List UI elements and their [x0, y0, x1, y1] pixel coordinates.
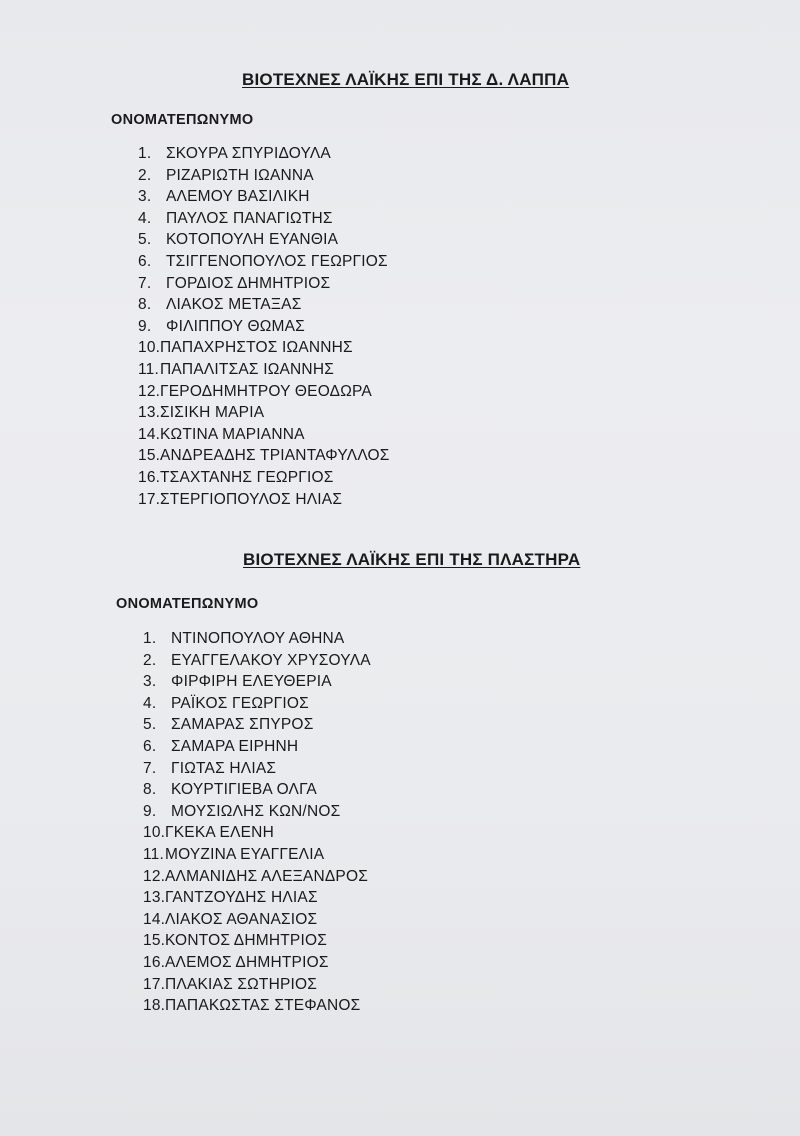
item-name: ΑΛΕΜΟΥ ΒΑΣΙΛΙΚΗ	[166, 188, 310, 206]
item-name: ΕΥΑΓΓΕΛΑΚΟΥ ΧΡΥΣΟΥΛΑ	[171, 651, 371, 669]
list-item	[143, 974, 371, 996]
list-item	[138, 445, 390, 467]
list-item	[138, 251, 390, 273]
list-item	[143, 671, 371, 693]
list-item	[143, 714, 371, 736]
list-item	[138, 489, 390, 511]
list-item	[143, 995, 371, 1017]
item-name: ΛΙΑΚΟΣ ΑΘΑΝΑΣΙΟΣ	[165, 910, 318, 928]
item-name: ΓΟΡΔΙΟΣ ΔΗΜΗΤΡΙΟΣ	[166, 274, 331, 292]
item-number: 9.	[143, 802, 157, 820]
list-item	[138, 273, 390, 295]
list-item	[138, 186, 390, 208]
item-name: ΑΛΜΑΝΙΔΗΣ ΑΛΕΞΑΝΔΡΟΣ	[165, 867, 368, 885]
section-2-name-list	[143, 628, 371, 1017]
item-name: ΜΟΥΖΙΝΑ ΕΥΑΓΓΕΛΙΑ	[165, 845, 325, 863]
item-name: ΜΟΥΣΙΩΛΗΣ ΚΩΝ/ΝΟΣ	[171, 802, 341, 820]
item-number: 14.	[143, 910, 166, 928]
list-item	[138, 229, 390, 251]
item-number: 6.	[138, 252, 152, 270]
list-item	[143, 801, 371, 823]
item-name: ΓΕΡΟΔΗΜΗΤΡΟΥ ΘΕΟΔΩΡΑ	[160, 382, 372, 400]
item-number: 11.	[143, 845, 164, 863]
item-number: 1.	[138, 145, 152, 162]
list-item	[138, 402, 390, 424]
section-2-title: ΒΙΟΤΕΧΝΕΣ ΛΑΪΚΗΣ ΕΠΙ ΤΗΣ ΠΛΑΣΤΗΡΑ	[243, 550, 581, 569]
item-number: 8.	[143, 781, 157, 799]
item-number: 7.	[138, 274, 152, 292]
item-number: 6.	[143, 737, 157, 755]
list-item	[143, 650, 371, 672]
item-number: 12.	[143, 867, 166, 885]
item-name: ΣΙΣΙΚΗ ΜΑΡΙΑ	[160, 404, 265, 422]
section-1-name-list	[138, 143, 390, 510]
item-name: ΠΑΠΑΚΩΣΤΑΣ ΣΤΕΦΑΝΟΣ	[165, 997, 361, 1015]
list-item	[138, 165, 390, 187]
section-1-title: ΒΙΟΤΕΧΝΕΣ ΛΑΪΚΗΣ ΕΠΙ ΤΗΣ Δ. ΛΑΠΠΑ	[242, 70, 570, 89]
list-item	[138, 337, 390, 359]
list-item	[143, 952, 371, 974]
item-number: 10.	[143, 824, 166, 842]
section-1-column-heading: ΟΝΟΜΑΤΕΠΩΝΥΜΟ	[111, 112, 254, 128]
item-name: ΚΟΤΟΠΟΥΛΗ ΕΥΑΝΘΙΑ	[166, 231, 339, 249]
item-number: 13.	[143, 889, 166, 907]
list-item	[143, 779, 371, 801]
item-name: ΠΑΠΑΛΙΤΣΑΣ ΙΩΑΝΝΗΣ	[160, 360, 334, 378]
list-item	[143, 844, 371, 866]
list-item	[143, 693, 371, 715]
item-number: 17.	[138, 490, 161, 508]
item-name: ΡΑΪΚΟΣ ΓΕΩΡΓΙΟΣ	[171, 694, 309, 712]
item-name: ΤΣΙΓΓΕΝΟΠΟΥΛΟΣ ΓΕΩΡΓΙΟΣ	[166, 252, 388, 270]
item-number: 17.	[143, 975, 166, 993]
item-name: ΑΛΕΜΟΣ ΔΗΜΗΤΡΙΟΣ	[165, 953, 329, 971]
item-number: 5.	[143, 716, 157, 734]
item-name: ΚΟΥΡΤΙΓΙΕΒΑ ΟΛΓΑ	[171, 781, 317, 799]
list-item	[143, 887, 371, 909]
item-name: ΠΛΑΚΙΑΣ ΣΩΤΗΡΙΟΣ	[165, 975, 318, 993]
section-2-column-heading: ΟΝΟΜΑΤΕΠΩΝΥΜΟ	[116, 596, 259, 612]
item-name: ΡΙΖΑΡΙΩΤΗ ΙΩΑΝΝΑ	[166, 166, 314, 184]
item-name: ΠΑΥΛΟΣ ΠΑΝΑΓΙΩΤΗΣ	[166, 209, 333, 227]
list-item	[138, 424, 390, 446]
item-number: 3.	[138, 188, 152, 206]
item-number: 2.	[143, 651, 157, 669]
item-number: 4.	[143, 694, 157, 712]
item-number: 16.	[143, 953, 166, 971]
item-number: 2.	[138, 166, 152, 184]
item-number: 9.	[138, 317, 152, 335]
list-item	[138, 294, 390, 316]
item-name: ΛΙΑΚΟΣ ΜΕΤΑΞΑΣ	[166, 296, 302, 314]
item-name: ΣΑΜΑΡΑΣ ΣΠΥΡΟΣ	[171, 716, 314, 734]
item-name: ΓΙΩΤΑΣ ΗΛΙΑΣ	[171, 759, 277, 777]
item-name: ΣΑΜΑΡΑ ΕΙΡΗΝΗ	[171, 737, 299, 755]
item-name: ΓΑΝΤΖΟΥΔΗΣ ΗΛΙΑΣ	[165, 889, 318, 907]
item-name: ΠΑΠΑΧΡΗΣΤΟΣ ΙΩΑΝΝΗΣ	[160, 339, 353, 357]
item-name: ΦΙΛΙΠΠΟΥ ΘΩΜΑΣ	[166, 317, 305, 335]
item-number: 16.	[138, 468, 161, 486]
item-number: 15.	[143, 932, 166, 950]
item-number: 7.	[143, 759, 157, 777]
item-name: ΚΩΤΙΝΑ ΜΑΡΙΑΝΝΑ	[160, 425, 305, 443]
list-item	[138, 467, 390, 489]
list-item	[143, 930, 371, 952]
item-number: 3.	[143, 673, 157, 691]
item-name: ΤΣΑΧΤΑΝΗΣ ΓΕΩΡΓΙΟΣ	[160, 468, 334, 486]
item-number: 18.	[143, 997, 166, 1015]
list-item	[143, 736, 371, 758]
list-item	[138, 143, 390, 165]
item-name: ΣΚΟΥΡΑ ΣΠΥΡΙΔΟΥΛΑ	[166, 145, 331, 162]
item-number: 4.	[138, 209, 152, 227]
list-item	[143, 758, 371, 780]
item-name: ΣΤΕΡΓΙΟΠΟΥΛΟΣ ΗΛΙΑΣ	[160, 490, 343, 508]
item-number: 15.	[138, 447, 161, 465]
item-name: ΦΙΡΦΙΡΗ ΕΛΕΥΘΕΡΙΑ	[171, 673, 332, 691]
item-number: 5.	[138, 231, 152, 249]
list-item	[143, 909, 371, 931]
list-item	[138, 316, 390, 338]
list-item	[138, 381, 390, 403]
list-item	[138, 208, 390, 230]
item-name: ΓΚΕΚΑ ΕΛΕΝΗ	[165, 824, 274, 842]
item-name: ΑΝΔΡΕΑΔΗΣ ΤΡΙΑΝΤΑΦΥΛΛΟΣ	[160, 447, 390, 465]
item-number: 10.	[138, 339, 161, 357]
item-number: 1.	[143, 630, 157, 647]
item-number: 12.	[138, 382, 161, 400]
list-item	[143, 822, 371, 844]
item-number: 14.	[138, 425, 161, 443]
list-item	[143, 628, 371, 650]
item-number: 11.	[138, 360, 159, 378]
list-item	[143, 866, 371, 888]
item-number: 8.	[138, 296, 152, 314]
list-item	[138, 359, 390, 381]
item-name: ΝΤΙΝΟΠΟΥΛΟΥ ΑΘΗΝΑ	[171, 630, 345, 647]
item-number: 13.	[138, 404, 161, 422]
item-name: ΚΟΝΤΟΣ ΔΗΜΗΤΡΙΟΣ	[165, 932, 327, 950]
